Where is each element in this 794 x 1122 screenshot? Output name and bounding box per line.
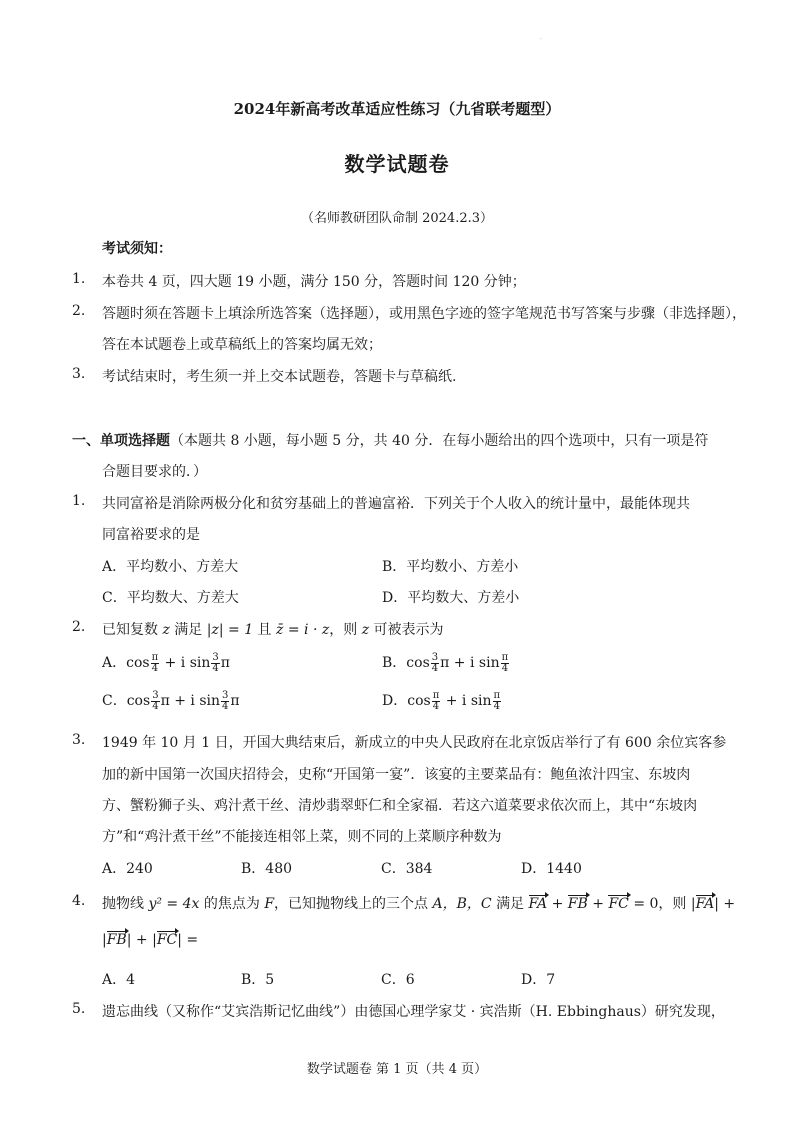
notice-heading: 考试须知： — [102, 241, 172, 257]
notice-num-1: 1. — [72, 271, 86, 287]
q5-stem-line1: 遗忘曲线（又称作“艾宾浩斯记忆曲线”）由德国心理学家艾 · 宾浩斯（H. Ebbinghaus）研究发现， — [102, 1004, 725, 1020]
section1-heading — [72, 430, 708, 450]
q2-option-d — [382, 690, 502, 712]
q4-option-b: B．5 — [241, 972, 275, 988]
vector-fb: FB — [106, 932, 127, 948]
q4-stem-line1: 抛物线 y² = 4x 的焦点为 F，已知抛物线上的三个点 A，B，C 满足 FA + FB + FC = 0，则 |FA| + — [102, 896, 736, 912]
fraction-num: 3 — [212, 651, 219, 663]
q4-text: 满足 — [491, 896, 529, 912]
equals-zero: = 0 — [628, 896, 659, 912]
q4-option-c: C．6 — [381, 972, 415, 988]
fraction-den: 4 — [431, 662, 439, 674]
section1-label: 一、单项选择题 — [72, 433, 170, 449]
fraction — [151, 691, 159, 712]
q4-option-d: D．7 — [521, 972, 556, 988]
q3-option-c: C．384 — [381, 861, 433, 877]
q2-text: 且 — [253, 622, 277, 638]
q2-text: ，则 — [329, 622, 362, 638]
fraction — [431, 653, 439, 674]
cos-text: cos — [126, 655, 150, 671]
q2-var-z: z — [162, 622, 170, 638]
q4-text: ，则 — [658, 896, 691, 912]
q3-stem-line1: 1949 年 10 月 1 日，开国大典结束后，新成立的中央人民政府在北京饭店举行了有 600 余位宾客参 — [102, 735, 727, 751]
option-label: A． — [102, 655, 127, 671]
isin-text: + i sin — [449, 655, 500, 671]
q1-option-c: C．平均数大、方差大 — [102, 590, 239, 606]
notice-item-1: 本卷共 4 页，四大题 19 小题，满分 150 分，答题时间 120 分钟； — [102, 274, 526, 290]
cos-text: cos — [406, 655, 430, 671]
notice-num-3: 3. — [72, 366, 86, 382]
fraction-num: π — [493, 689, 501, 701]
exam-date: （名师教研团队命制 2024.2.3） — [300, 211, 494, 226]
q3-stem-line3: 方、蟹粉狮子头、鸡汁煮干丝、清炒翡翠虾仁和全家福．若这六道菜要求依次而上，其中“东坡肉 — [102, 798, 698, 814]
section1-desc: （本题共 8 小题，每小题 5 分，共 40 分．在每小题给出的四个选项中，只有一项是符 — [170, 433, 709, 449]
pi-text: π — [160, 693, 170, 709]
q2-option-c — [102, 690, 240, 712]
q2-text: 已知复数 — [102, 622, 163, 638]
q2-var-z: z — [361, 622, 370, 638]
pi-text: π — [220, 655, 230, 671]
isin-text: + i sin — [160, 655, 211, 671]
plus-sign: + — [718, 896, 736, 912]
q4-text: 抛物线 — [102, 896, 149, 912]
fraction-num: π — [432, 689, 440, 701]
vector-fc: FC — [608, 896, 629, 912]
fraction — [211, 653, 219, 674]
vector-fa: FA — [695, 896, 715, 912]
equals-sign: = — [181, 932, 199, 948]
q3-stem-line4: 方”和“鸡汁煮干丝”不能接连相邻上菜，则不同的上菜顺序种数为 — [102, 829, 502, 845]
q1-option-d: D．平均数大、方差小 — [382, 590, 520, 606]
q5-num: 5. — [72, 1001, 86, 1017]
vector-fa: FA — [528, 896, 548, 912]
fraction-num: π — [151, 651, 159, 663]
q3-stem-line2: 加的新中国第一次国庆招待会，史称“开国第一宴”．该宴的主要菜品有：鲍鱼浓汁四宝、东坡肉 — [102, 767, 691, 783]
fraction — [432, 691, 441, 712]
option-label: D． — [382, 693, 408, 709]
scan-mark: · — [540, 36, 542, 43]
q3-option-d: D．1440 — [521, 861, 582, 877]
q2-stem — [102, 619, 444, 639]
isin-text: + i sin — [169, 693, 221, 709]
cos-text: cos — [407, 693, 431, 709]
q4-stem-line2: |FB| + |FC| = — [102, 932, 199, 948]
section1-desc-line2: 合题目要求的．） — [102, 464, 207, 480]
q1-stem-line1: 共同富裕是消除两极分化和贫穷基础上的普遍富裕．下列关于个人收入的统计量中，最能体现共 — [102, 496, 690, 512]
notice-num-2: 2. — [72, 303, 86, 319]
page-footer: 数学试题卷 第 1 页（共 4 页） — [306, 1062, 488, 1077]
option-label: C． — [102, 693, 127, 709]
q1-stem-line2: 同富裕要求的是 — [102, 527, 200, 543]
option-label: B． — [382, 655, 407, 671]
q1-num: 1. — [72, 493, 86, 509]
q2-condition-conjugate: z̄ = i · z — [276, 622, 330, 638]
fraction-den: 4 — [151, 662, 159, 674]
notice-item-3: 考试结束时，考生须一并上交本试题卷，答题卡与草稿纸. — [102, 369, 457, 385]
q2-option-a — [102, 652, 230, 674]
fraction — [493, 691, 502, 712]
plus-sign: + — [587, 896, 609, 912]
fraction-den: 4 — [432, 700, 440, 712]
exam-title: 2024年新高考改革适应性练习（九省联考题型） — [233, 100, 561, 118]
fraction-num: 3 — [222, 689, 229, 701]
plus-sign: + — [547, 896, 568, 912]
pi-text: π — [440, 655, 450, 671]
fraction-num: 3 — [152, 689, 159, 701]
fraction-den: 4 — [501, 662, 509, 674]
q1-option-a: A．平均数小、方差大 — [102, 559, 239, 575]
fraction-num: 3 — [431, 651, 439, 663]
q2-text: 满足 — [169, 622, 207, 638]
fraction — [221, 691, 229, 712]
q4-text: ，已知抛物线上的三个点 — [274, 896, 433, 912]
exam-subtitle: 数学试题卷 — [344, 152, 450, 176]
q3-option-a: A．240 — [102, 861, 153, 877]
q4-points: A，B，C — [432, 896, 492, 912]
fraction-den: 4 — [222, 700, 229, 712]
fraction-den: 4 — [152, 700, 159, 712]
q4-text: 的焦点为 — [199, 896, 265, 912]
q4-num: 4. — [72, 893, 86, 909]
vector-fc: FC — [156, 932, 178, 948]
fraction — [151, 653, 160, 674]
cos-text: cos — [126, 693, 151, 709]
q3-option-b: B．480 — [241, 861, 293, 877]
vector-fb: FB — [567, 896, 588, 912]
q4-parabola-equation: y² = 4x — [148, 896, 200, 912]
q2-num: 2. — [72, 619, 86, 635]
notice-item-2-line2: 答在本试题卷上或草稿纸上的答案均属无效； — [102, 337, 382, 353]
isin-text: + i sin — [441, 693, 492, 709]
q4-focus: F — [264, 896, 275, 912]
fraction-num: π — [501, 651, 509, 663]
q2-option-b — [382, 652, 510, 674]
q3-num: 3. — [72, 732, 86, 748]
fraction-den: 4 — [493, 700, 500, 712]
fraction — [501, 653, 510, 674]
q2-condition-modulus: |z| = 1 — [206, 622, 254, 638]
fraction-den: 4 — [212, 662, 219, 674]
notice-item-2-line1: 答题时须在答题卡上填涂所选答案（选择题），或用黑色字迹的签字笔规范书写答案与步骤（非选择题）， — [102, 306, 746, 322]
q1-option-b: B．平均数小、方差小 — [382, 559, 519, 575]
q4-option-a: A．4 — [102, 972, 136, 988]
q2-text: 可被表示为 — [369, 622, 444, 638]
plus-sign: + — [131, 932, 153, 948]
pi-text: π — [230, 693, 240, 709]
